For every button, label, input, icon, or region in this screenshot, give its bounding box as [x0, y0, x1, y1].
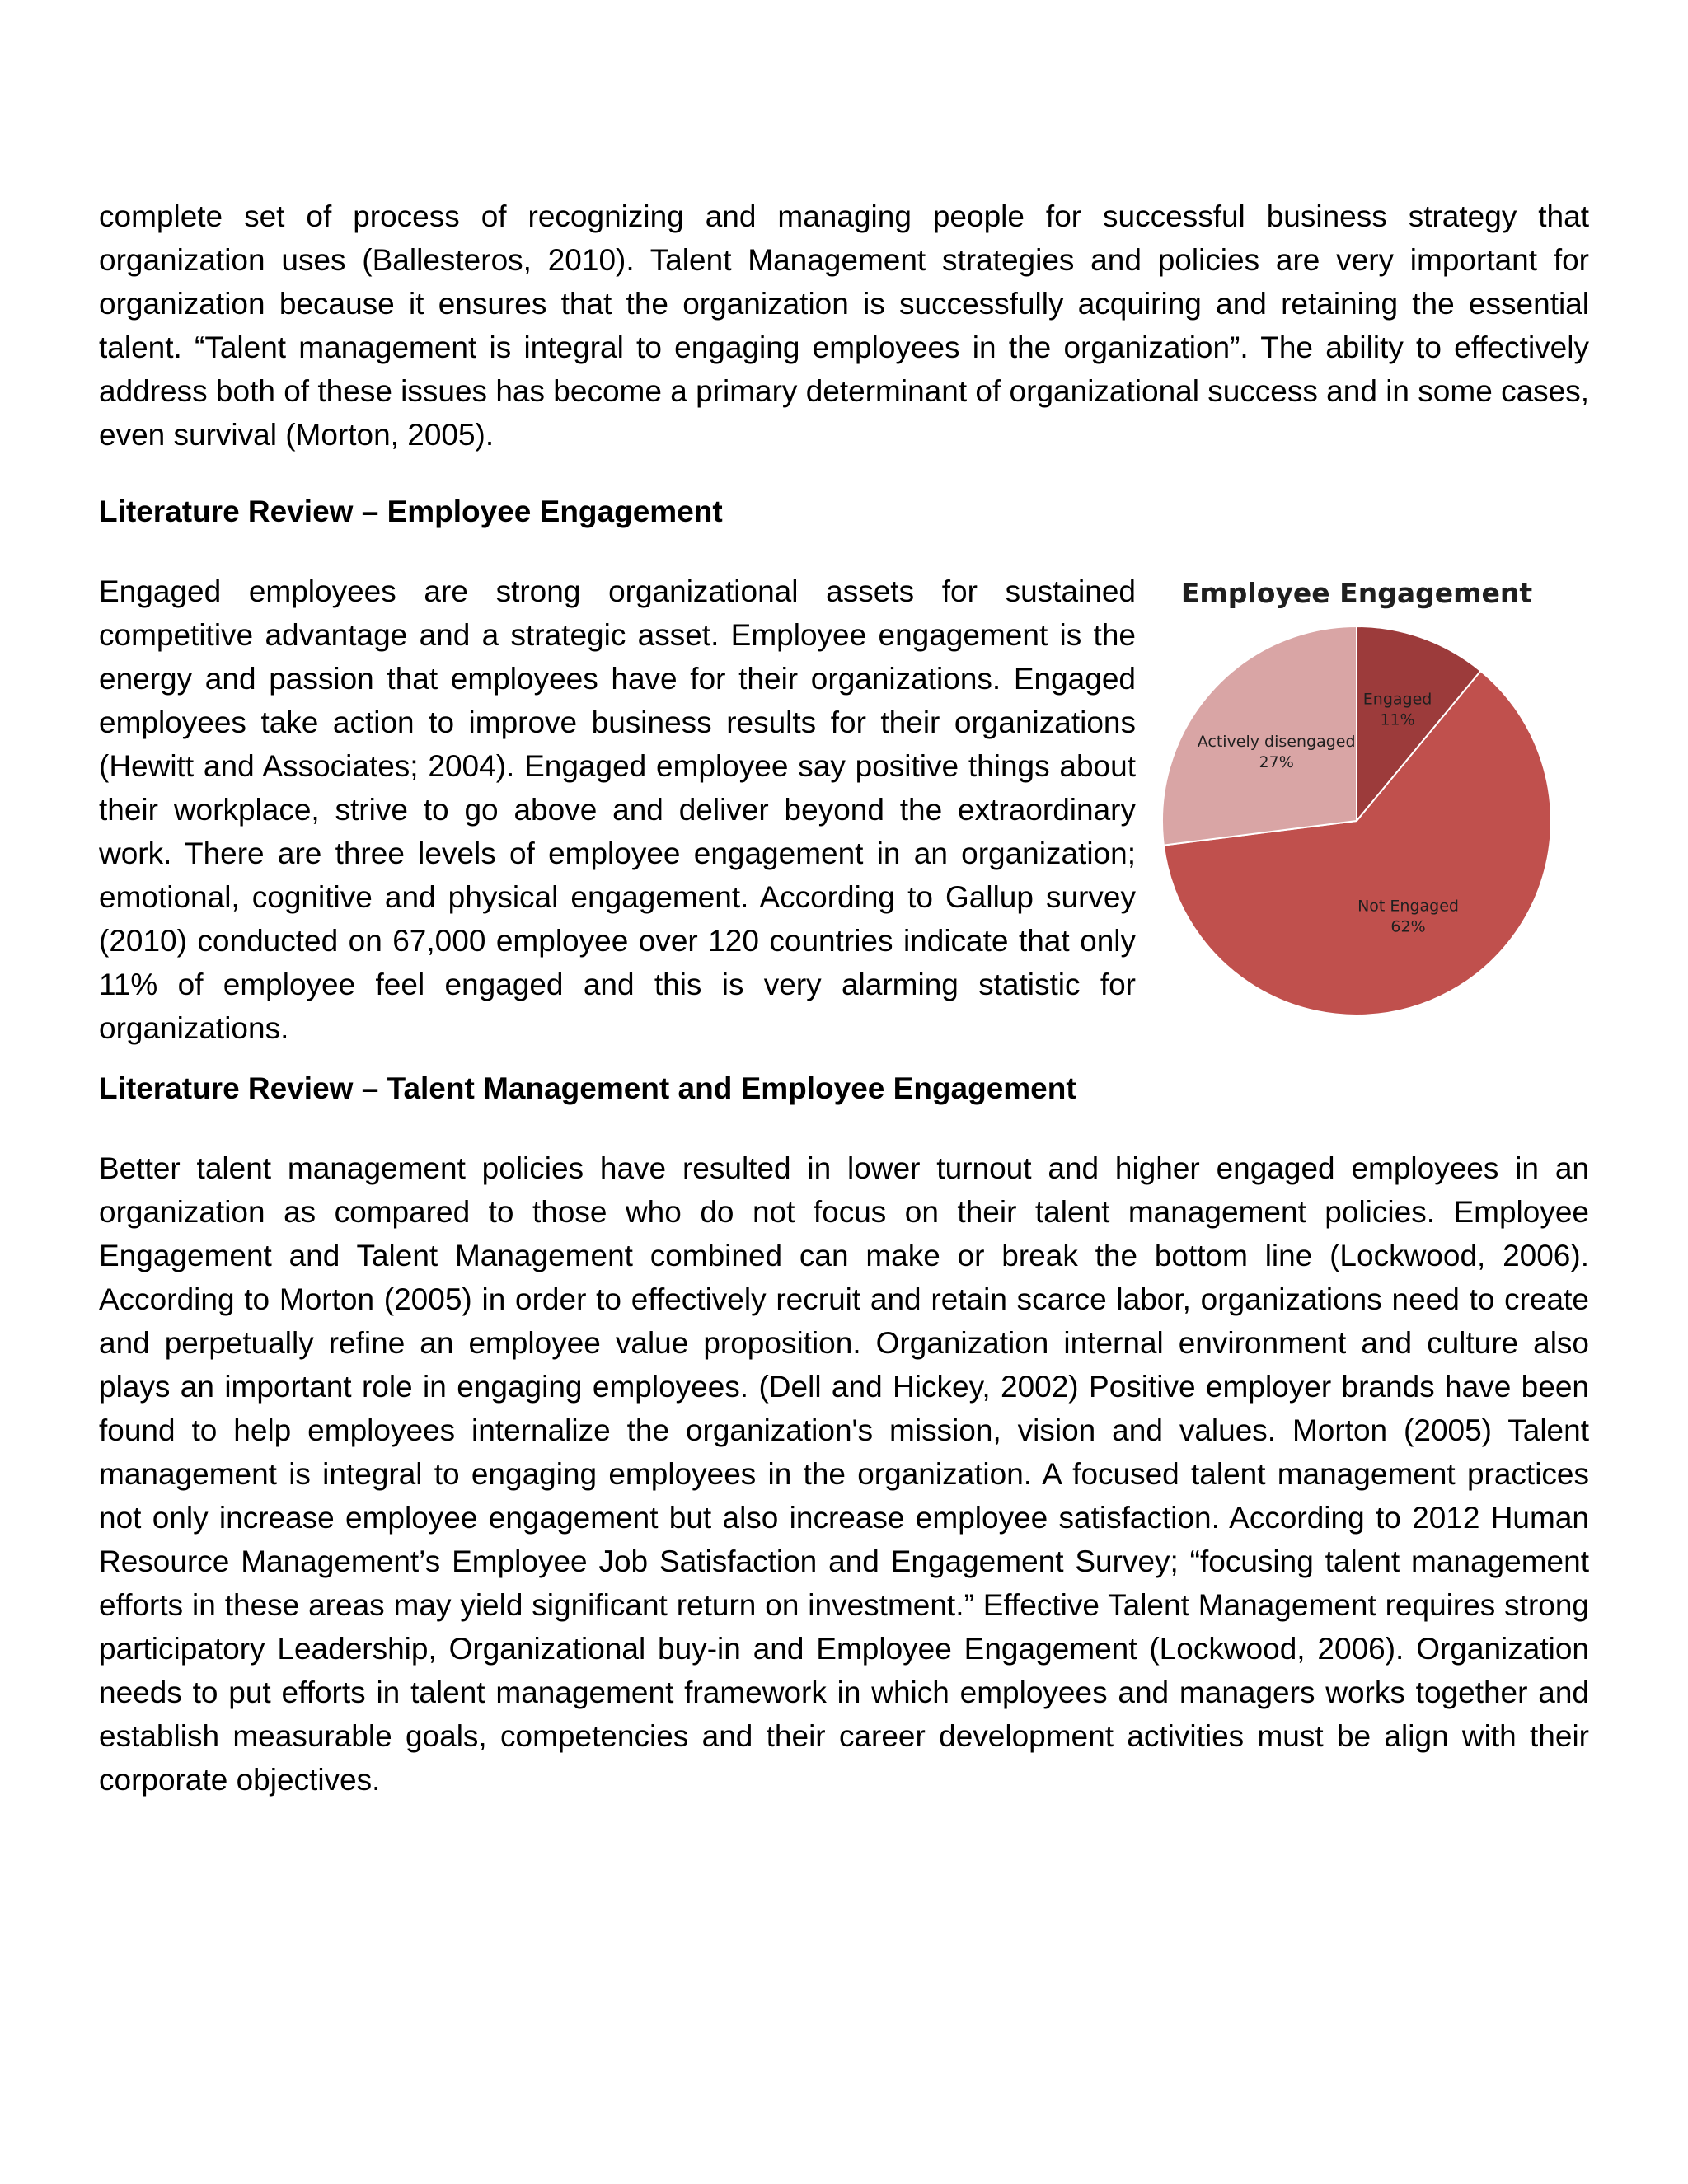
pie-chart-svg: [1160, 568, 1573, 1029]
pie-value-actively-disengaged: 27%: [1259, 753, 1294, 772]
pie-slices: [1162, 626, 1551, 1015]
pie-value-not-engaged: 62%: [1390, 917, 1426, 936]
chart-title: Employee Engagement: [1180, 577, 1533, 609]
pie-label-not-engaged: Not Engaged: [1357, 897, 1459, 916]
engagement-paragraph: Engaged employees are strong organizational assets for sustained competitive advantage and a strategic asset. Employee engagement is the energy and passion that employees have for their organizations. Engaged employees take action to improve business results for their organizations (Hewitt and Associates; 2004). Engaged employee say positive things about their workplace, strive to go above and deliver beyond the extraordinary work. There are three levels of employee engagement in an organization; emotional, cognitive and physical engagement. According to Gallup survey (2010) conducted on 67,000 employee over 120 countries indicate that only 11% of employee feel engaged and this is very alarming statistic for organizations.: [99, 574, 1136, 1045]
pie-label-engaged: Engaged: [1362, 690, 1432, 709]
engagement-section-row: [99, 569, 1589, 1050]
engagement-section-heading: Literature Review – Employee Engagement: [99, 494, 723, 528]
talent-paragraph: Better talent management policies have resulted in lower turnout and higher engaged employees in an organization as compared to those who do not focus on their talent management policies. Employee Engagement and Talent Management combined can make or break the bottom line (Lockwood, 2006). According to Morton (2005) in order to effectively recruit and retain scarce labor, organizations need to create and perpetually refine an employee value proposition. Organization internal environment and culture also plays an important role in engaging employees. (Dell and Hickey, 2002) Positive employer brands have been found to help employees internalize the organization's mission, vision and values. Morton (2005) Talent management is integral to engaging employees in the organization. A focused talent management practices not only increase employee engagement but also increase employee satisfaction. According to 2012 Human Resource Management’s Employee Job Satisfaction and Engagement Survey; “focusing talent management efforts in these areas may yield significant return on investment.” Effective Talent Management requires strong participatory Leadership, Organizational buy-in and Employee Engagement (Lockwood, 2006). Organization needs to put efforts in talent management framework in which employees and managers works together and establish measurable goals, competencies and their career development activities must be align with their corporate objectives.: [99, 1151, 1589, 1797]
talent-section-heading: Literature Review – Talent Management and Employee Engagement: [99, 1071, 1076, 1105]
intro-paragraph: complete set of process of recognizing and managing people for successful business strategy that organization uses (Ballesteros, 2010). Talent Management strategies and policies are very important for organization because it ensures that the organization is successfully acquiring and retaining the essential talent. “Talent management is integral to engaging employees in the organization”. The ability to effectively address both of these issues has become a primary determinant of organizational success and in some cases, even survival (Morton, 2005).: [99, 199, 1589, 452]
pie-value-engaged: 11%: [1380, 710, 1415, 729]
engagement-pie-chart: [1160, 568, 1573, 1029]
pie-label-actively-disengaged: Actively disengaged: [1197, 733, 1356, 752]
document-body: [99, 194, 1589, 1802]
